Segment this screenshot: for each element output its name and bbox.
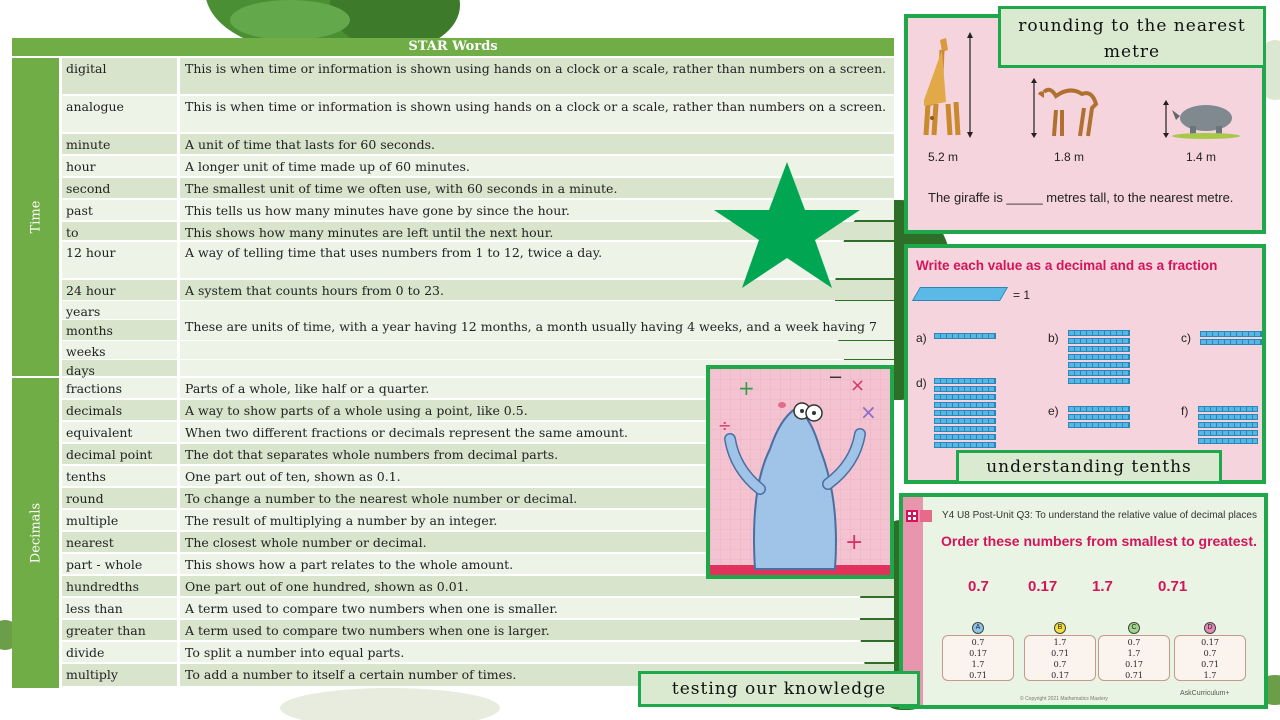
vocab-term: hundredths bbox=[62, 576, 177, 596]
tenth-rod bbox=[1198, 422, 1258, 428]
vocab-definition: A longer unit of time made up of 60 minutes. bbox=[180, 156, 894, 176]
vocab-term: to bbox=[62, 222, 177, 240]
vocab-row bbox=[62, 320, 894, 340]
tenth-rod bbox=[1200, 331, 1262, 337]
vocab-term: greater than bbox=[62, 620, 177, 640]
tenth-rod bbox=[1198, 414, 1258, 420]
vocab-row bbox=[62, 620, 894, 640]
choice-value: 0.7 bbox=[1053, 660, 1067, 669]
choice-box[interactable] bbox=[1098, 635, 1170, 681]
vocab-term: days bbox=[62, 360, 177, 376]
option-e: e) bbox=[1048, 404, 1059, 418]
vocab-definition: A way to show parts of a whole using a point, like 0.5. bbox=[180, 400, 894, 420]
vocab-definition: To add a number to itself a certain number of times. bbox=[180, 664, 894, 686]
choice-value: 1.7 bbox=[1053, 638, 1067, 647]
vocab-row bbox=[62, 96, 894, 132]
tenth-rod bbox=[1068, 354, 1130, 360]
vocab-term: analogue bbox=[62, 96, 177, 132]
choice-value: 0.17 bbox=[1201, 638, 1219, 647]
order-copyright: © Copyright 2021 Mathematics Mastery bbox=[1020, 696, 1108, 702]
choice-letter[interactable]: A bbox=[972, 622, 984, 634]
vocab-definition: This shows how a part relates to the whole amount. bbox=[180, 554, 894, 574]
choice-value: 1.7 bbox=[1203, 671, 1217, 680]
vocab-definition: One part out of one hundred, shown as 0.01. bbox=[180, 576, 894, 596]
caption-tenths: understanding tenths bbox=[956, 450, 1222, 484]
order-number: 1.7 bbox=[1092, 578, 1113, 595]
vocab-definition: This tells us how many minutes have gone by since the hour. bbox=[180, 200, 894, 220]
rhino-icon bbox=[1162, 100, 1242, 140]
vocab-term: divide bbox=[62, 642, 177, 662]
vocab-definition: The dot that separates whole numbers from decimal parts. bbox=[180, 444, 894, 464]
tenth-rod bbox=[1068, 370, 1130, 376]
vocab-row bbox=[62, 598, 894, 618]
vocab-definition: A term used to compare two numbers when one is larger. bbox=[180, 620, 894, 640]
tenth-rod bbox=[934, 442, 996, 448]
tenth-rod bbox=[934, 386, 996, 392]
vocab-term: decimal point bbox=[62, 444, 177, 464]
star-icon bbox=[712, 160, 862, 290]
svg-text:−: − bbox=[828, 369, 844, 388]
tenth-rod bbox=[1068, 406, 1130, 412]
choice-value: 1.7 bbox=[1127, 649, 1141, 658]
vocab-definition: A term used to compare two numbers when one is smaller. bbox=[180, 598, 894, 618]
rounding-question: The giraffe is _____ metres tall, to the nearest metre. bbox=[928, 190, 1234, 205]
tenth-rod bbox=[934, 402, 996, 408]
tenth-rod bbox=[1068, 422, 1130, 428]
vocab-term: second bbox=[62, 178, 177, 198]
caption-rounding: rounding to the nearest metre bbox=[998, 6, 1266, 68]
tenths-heading: Write each value as a decimal and as a fraction bbox=[916, 258, 1218, 273]
vocab-row bbox=[62, 642, 894, 662]
vocab-term: weeks bbox=[62, 341, 177, 359]
option-d: d) bbox=[916, 376, 927, 390]
svg-text:×: × bbox=[850, 375, 866, 396]
tenth-rod bbox=[1198, 406, 1258, 412]
vocab-definition: This is when time or information is shown using hands on a clock or a scale, rather than numbers on a screen. bbox=[180, 58, 894, 94]
vocab-row bbox=[62, 341, 894, 359]
choice-value: 0.17 bbox=[1125, 660, 1143, 669]
choice-box[interactable] bbox=[1174, 635, 1246, 681]
choice-value: 0.71 bbox=[1201, 660, 1219, 669]
svg-text:÷: ÷ bbox=[718, 416, 732, 435]
choice-letter[interactable]: B bbox=[1054, 622, 1066, 634]
tenth-rod bbox=[1068, 338, 1130, 344]
vocab-definition: A system that counts hours from 0 to 23. bbox=[180, 280, 894, 300]
svg-text:+: + bbox=[738, 376, 755, 400]
tenth-rod bbox=[1198, 430, 1258, 436]
choice-value: 0.7 bbox=[1127, 638, 1141, 647]
vocab-definition: The closest whole number or decimal. bbox=[180, 532, 894, 552]
option-c: c) bbox=[1181, 331, 1191, 345]
tenth-rod bbox=[1068, 378, 1130, 384]
section-label-decimals bbox=[12, 378, 59, 688]
svg-text:+: + bbox=[845, 530, 864, 555]
option-b: b) bbox=[1048, 331, 1059, 345]
vocab-definition: The result of multiplying a number by an integer. bbox=[180, 510, 894, 530]
order-subtitle: Y4 U8 Post-Unit Q3: To understand the relative value of decimal places bbox=[942, 510, 1257, 521]
tenth-rod bbox=[934, 394, 996, 400]
choice-value: 1.7 bbox=[971, 660, 985, 669]
choice-value: 0.71 bbox=[1051, 649, 1069, 658]
vocab-term: multiply bbox=[62, 664, 177, 686]
tenth-rod bbox=[934, 434, 996, 440]
vocab-definition: To split a number into equal parts. bbox=[180, 642, 894, 662]
vocab-term: multiple bbox=[62, 510, 177, 530]
vocab-term: minute bbox=[62, 134, 177, 154]
choice-box[interactable] bbox=[942, 635, 1014, 681]
vocab-term: fractions bbox=[62, 378, 177, 398]
tenth-rod bbox=[1198, 438, 1258, 444]
section-label-text: Time bbox=[28, 200, 43, 234]
hundred-flat-icon bbox=[912, 287, 1008, 301]
vocab-term: nearest bbox=[62, 532, 177, 552]
vocab-term: years bbox=[62, 301, 177, 319]
tenth-rod bbox=[1068, 330, 1130, 336]
vocab-definition bbox=[180, 341, 894, 359]
tenth-rod bbox=[1068, 346, 1130, 352]
tenth-rod bbox=[1068, 362, 1130, 368]
vocab-row bbox=[62, 576, 894, 596]
vocab-definition: This is when time or information is shown using hands on a clock or a scale, rather than numbers on a screen. bbox=[180, 96, 894, 132]
background-leaf bbox=[280, 688, 500, 720]
giraffe-icon bbox=[912, 30, 992, 140]
vocab-term: 12 hour bbox=[62, 242, 177, 278]
vocab-definition: A way of telling time that uses numbers from 1 to 12, twice a day. bbox=[180, 242, 894, 278]
option-f: f) bbox=[1181, 404, 1189, 418]
section-label-text: Decimals bbox=[28, 502, 43, 564]
choice-value: 0.17 bbox=[969, 649, 987, 658]
vocab-term: hour bbox=[62, 156, 177, 176]
star-words-table bbox=[12, 38, 894, 690]
section-label-time bbox=[12, 58, 59, 376]
svg-text:×: × bbox=[860, 400, 877, 424]
giraffe-height: 5.2 m bbox=[928, 150, 959, 164]
vocab-term: digital bbox=[62, 58, 177, 94]
order-number: 0.7 bbox=[968, 578, 989, 595]
tenth-rod bbox=[934, 418, 996, 424]
vocab-definition: The smallest unit of time we often use, with 60 seconds in a minute. bbox=[180, 178, 894, 198]
tenth-rod bbox=[1068, 414, 1130, 420]
tenth-rod bbox=[934, 333, 996, 339]
vocab-term: tenths bbox=[62, 466, 177, 486]
vocab-term: months bbox=[62, 320, 177, 340]
rhino-height: 1.4 m bbox=[1186, 150, 1217, 164]
grid-logo-icon bbox=[906, 510, 934, 524]
vocab-term: part - whole bbox=[62, 554, 177, 574]
camel-height: 1.8 m bbox=[1054, 150, 1085, 164]
order-footer: AskCurriculum+ bbox=[1180, 690, 1230, 697]
order-number: 0.71 bbox=[1158, 578, 1188, 595]
vocab-row bbox=[62, 58, 894, 94]
vocab-definition: When two different fractions or decimals represent the same amount. bbox=[180, 422, 894, 442]
table-title: STAR Words bbox=[12, 38, 894, 56]
order-heading: Order these numbers from smallest to greatest. bbox=[941, 533, 1257, 549]
vocab-term: equivalent bbox=[62, 422, 177, 442]
vocab-term: 24 hour bbox=[62, 280, 177, 300]
vocab-term: past bbox=[62, 200, 177, 220]
vocab-definition: A unit of time that lasts for 60 seconds. bbox=[180, 134, 894, 154]
mole-illustration bbox=[706, 365, 894, 579]
choice-value: 0.17 bbox=[1051, 671, 1069, 680]
vocab-definition: Parts of a whole, like half or a quarter. bbox=[180, 378, 894, 398]
choice-value: 0.71 bbox=[969, 671, 987, 680]
vocab-definition: This shows how many minutes are left until the next hour. bbox=[180, 222, 894, 240]
vocab-term: round bbox=[62, 488, 177, 508]
vocab-term: decimals bbox=[62, 400, 177, 420]
tenth-rod bbox=[934, 426, 996, 432]
choice-letter[interactable]: D bbox=[1204, 622, 1216, 634]
tenth-rod bbox=[1200, 339, 1262, 345]
choice-box[interactable] bbox=[1024, 635, 1096, 681]
camel-icon bbox=[1030, 78, 1110, 140]
vocab-row bbox=[62, 134, 894, 154]
order-number: 0.17 bbox=[1028, 578, 1058, 595]
vocab-definition: To change a number to the nearest whole number or decimal. bbox=[180, 488, 894, 508]
vocab-definition: These are units of time, with a year having 12 months, a month usually having 4 weeks, and a week having 7 bbox=[180, 316, 894, 340]
vocab-term: less than bbox=[62, 598, 177, 618]
vocab-definition: One part out of ten, shown as 0.1. bbox=[180, 466, 894, 486]
background-leaf bbox=[230, 0, 350, 40]
equals-one: = 1 bbox=[1013, 288, 1031, 302]
tenth-rod bbox=[934, 378, 996, 384]
choice-value: 0.7 bbox=[1203, 649, 1217, 658]
tenth-rod bbox=[934, 410, 996, 416]
caption-testing: testing our knowledge bbox=[638, 671, 920, 707]
choice-letter[interactable]: C bbox=[1128, 622, 1140, 634]
option-a: a) bbox=[916, 331, 927, 345]
choice-value: 0.71 bbox=[1125, 671, 1143, 680]
choice-value: 0.7 bbox=[971, 638, 985, 647]
